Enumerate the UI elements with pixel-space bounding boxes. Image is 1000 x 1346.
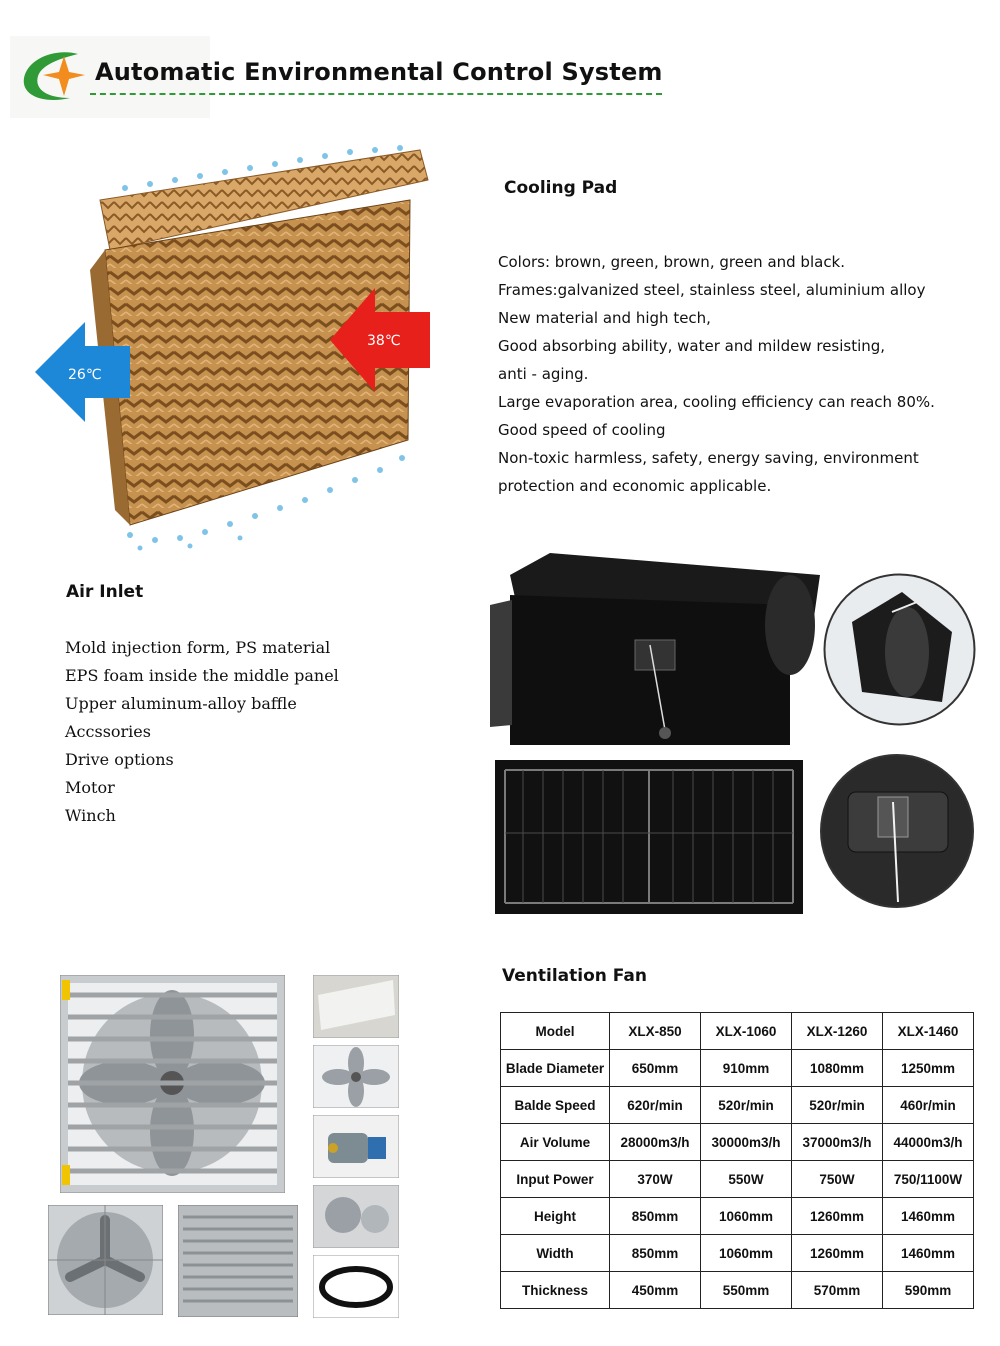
table-cell: Input Power	[501, 1161, 610, 1198]
table-cell: 30000m3/h	[701, 1124, 792, 1161]
table-cell: 750/1100W	[883, 1161, 974, 1198]
air-inlet-open-image	[490, 545, 825, 750]
list-item: Upper aluminum-alloy baffle	[65, 694, 297, 713]
fan-belt-image	[313, 1255, 399, 1318]
table-header-cell: XLX-1460	[883, 1013, 974, 1050]
air-inlet-features	[65, 634, 339, 830]
air-inlet-heading: Air Inlet	[66, 582, 144, 602]
company-logo-icon	[18, 46, 98, 108]
list-item: Large evaporation area, cooling efficiency can reach 80%.	[498, 393, 935, 411]
table-cell: 1080mm	[792, 1050, 883, 1087]
table-cell: 1060mm	[701, 1198, 792, 1235]
table-cell: Thickness	[501, 1272, 610, 1309]
table-cell: 550W	[701, 1161, 792, 1198]
table-row	[501, 1198, 974, 1235]
list-item: Accssories	[65, 722, 151, 741]
list-item: anti - aging.	[498, 365, 589, 383]
table-row	[501, 1235, 974, 1272]
ventilation-fan-shutter-image	[178, 1205, 298, 1317]
fan-blade-part-image	[313, 1045, 399, 1108]
table-cell: 1460mm	[883, 1235, 974, 1272]
table-cell: Height	[501, 1198, 610, 1235]
cooling-pad-heading: Cooling Pad	[504, 178, 618, 198]
table-cell: 520r/min	[701, 1087, 792, 1124]
table-cell: 1250mm	[883, 1050, 974, 1087]
ventilation-fan-heading: Ventilation Fan	[502, 966, 647, 986]
table-cell: 910mm	[701, 1050, 792, 1087]
fan-frame-sheet-image	[313, 975, 399, 1038]
cool-temperature-label: 26℃	[68, 367, 102, 383]
table-cell: Balde Speed	[501, 1087, 610, 1124]
table-cell: 370W	[610, 1161, 701, 1198]
table-header-cell: XLX-850	[610, 1013, 701, 1050]
table-cell: 570mm	[792, 1272, 883, 1309]
table-header-cell: Model	[501, 1013, 610, 1050]
table-row	[501, 1087, 974, 1124]
table-header-cell: XLX-1060	[701, 1013, 792, 1050]
table-header-cell: XLX-1260	[792, 1013, 883, 1050]
table-row	[501, 1272, 974, 1309]
air-inlet-closed-image	[493, 758, 805, 916]
table-cell: 520r/min	[792, 1087, 883, 1124]
table-row	[501, 1161, 974, 1198]
list-item: Winch	[65, 806, 116, 825]
table-cell: 28000m3/h	[610, 1124, 701, 1161]
table-cell: 590mm	[883, 1272, 974, 1309]
table-cell: 450mm	[610, 1272, 701, 1309]
table-cell: 44000m3/h	[883, 1124, 974, 1161]
fan-pulley-image	[313, 1185, 399, 1248]
page-title: Automatic Environmental Control System	[95, 58, 663, 86]
list-item: Frames:galvanized steel, stainless steel, aluminium alloy	[498, 281, 926, 299]
cooling-pad-features	[498, 248, 935, 500]
table-cell: 850mm	[610, 1235, 701, 1272]
table-cell: Width	[501, 1235, 610, 1272]
ventilation-fan-blades-image	[48, 1205, 163, 1315]
fan-spec-table	[500, 1012, 974, 1309]
table-cell: 37000m3/h	[792, 1124, 883, 1161]
air-inlet-detail-hinge-image	[822, 572, 977, 727]
table-cell: 620r/min	[610, 1087, 701, 1124]
table-cell: 1260mm	[792, 1235, 883, 1272]
list-item: Drive options	[65, 750, 174, 769]
list-item: Motor	[65, 778, 115, 797]
table-cell: 850mm	[610, 1198, 701, 1235]
table-cell: 550mm	[701, 1272, 792, 1309]
table-cell: 1260mm	[792, 1198, 883, 1235]
table-cell: Blade Diameter	[501, 1050, 610, 1087]
table-cell: 460r/min	[883, 1087, 974, 1124]
air-inlet-detail-winch-image	[818, 752, 976, 910]
table-cell: Air Volume	[501, 1124, 610, 1161]
list-item: Good absorbing ability, water and mildew resisting,	[498, 337, 886, 355]
table-cell: 1060mm	[701, 1235, 792, 1272]
table-header-row	[501, 1013, 974, 1050]
table-row	[501, 1124, 974, 1161]
fan-motor-image	[313, 1115, 399, 1178]
list-item: Colors: brown, green, brown, green and black.	[498, 253, 846, 271]
list-item: Good speed of cooling	[498, 421, 666, 439]
table-row	[501, 1050, 974, 1087]
list-item: Mold injection form, PS material	[65, 638, 331, 657]
table-cell: 650mm	[610, 1050, 701, 1087]
ventilation-fan-front-image	[60, 975, 285, 1193]
list-item: Non-toxic harmless, safety, energy saving, environment	[498, 449, 919, 467]
table-cell: 1460mm	[883, 1198, 974, 1235]
table-cell: 750W	[792, 1161, 883, 1198]
title-divider	[90, 93, 662, 95]
list-item: EPS foam inside the middle panel	[65, 666, 339, 685]
hot-temperature-label: 38℃	[367, 333, 401, 349]
list-item: New material and high tech,	[498, 309, 711, 327]
list-item: protection and economic applicable.	[498, 477, 772, 495]
